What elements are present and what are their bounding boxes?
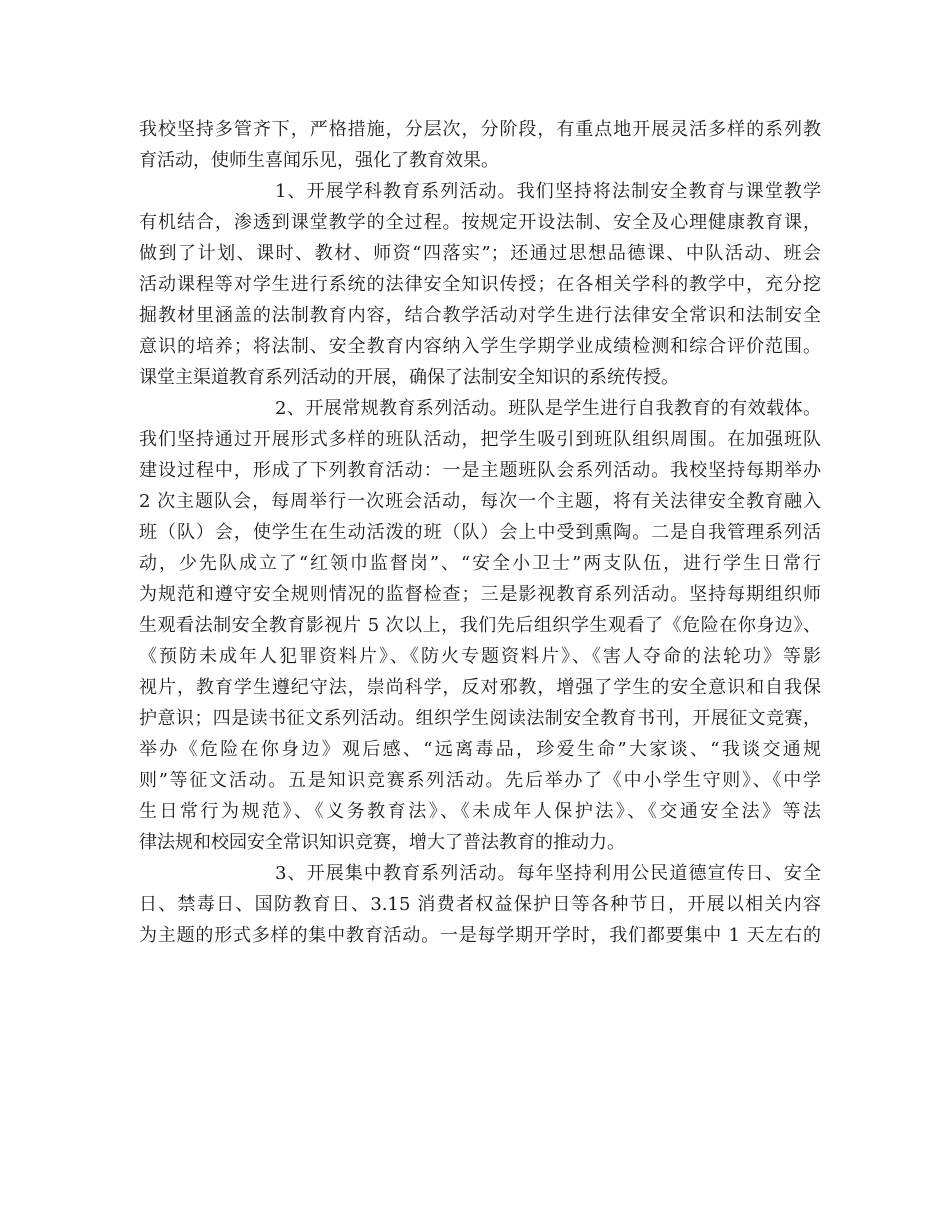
text-line: 日、禁毒日、国防教育日、3.15 消费者权益保护日等各种节日，开展以相关内容 [139, 894, 821, 915]
text-line: 做到了计划、课时、教材、师资“四落实”；还通过思想品德课、中队活动、班会 [139, 243, 821, 264]
text-line: 则”等征文活动。五是知识竞赛系列活动。先后举办了《中小学生守则》、《中学 [139, 770, 821, 791]
text-line: 3、开展集中教育系列活动。每年坚持利用公民道德宣传日、安全 [275, 863, 821, 884]
text-line: 2 次主题队会，每周举行一次班会活动，每次一个主题，将有关法律安全教育融入 [139, 491, 821, 512]
text-line: 1、开展学科教育系列活动。我们坚持将法制安全教育与课堂教学 [275, 181, 821, 202]
text-line: 课堂主渠道教育系列活动的开展，确保了法制安全知识的系统传授。 [139, 367, 679, 388]
text-line: 护意识；四是读书征文系列活动。组织学生阅读法制安全教育书刊，开展征文竞赛， [139, 708, 821, 729]
text-line: 视片，教育学生遵纪守法，崇尚科学，反对邪教，增强了学生的安全意识和自我保 [139, 677, 821, 698]
text-line: 《预防未成年人犯罪资料片》、《防火专题资料片》、《害人夺命的法轮功》等影 [139, 646, 821, 667]
text-line: 我校坚持多管齐下，严格措施，分层次，分阶段，有重点地开展灵活多样的系列教 [139, 119, 821, 140]
text-line: 掘教材里涵盖的法制教育内容，结合教学活动对学生进行法律安全常识和法制安全 [139, 305, 821, 326]
text-line: 建设过程中，形成了下列教育活动：一是主题班队会系列活动。我校坚持每期举办 [139, 460, 821, 481]
text-line: 有机结合，渗透到课堂教学的全过程。按规定开设法制、安全及心理健康教育课， [139, 212, 821, 233]
text-line: 2、开展常规教育系列活动。班队是学生进行自我教育的有效载体。 [275, 398, 821, 419]
text-line: 举办《危险在你身边》观后感、“远离毒品，珍爱生命”大家谈、“我谈交通规 [139, 739, 821, 760]
text-line: 班（队）会，使学生在生动活泼的班（队）会上中受到熏陶。二是自我管理系列活 [139, 522, 821, 543]
text-line: 为主题的形式多样的集中教育活动。一是每学期开学时，我们都要集中 1 天左右的 [139, 925, 821, 946]
text-line: 育活动，使师生喜闻乐见，强化了教育效果。 [139, 150, 499, 171]
text-line: 律法规和校园安全常识知识竞赛，增大了普法教育的推动力。 [139, 832, 625, 853]
text-line: 意识的培养；将法制、安全教育内容纳入学生学期学业成绩检测和综合评价范围。 [139, 336, 821, 357]
text-line: 活动课程等对学生进行系统的法律安全知识传授；在各相关学科的教学中，充分挖 [139, 274, 821, 295]
text-line: 为规范和遵守安全规则情况的监督检查；三是影视教育系列活动。坚持每期组织师 [139, 584, 821, 605]
body-text [139, 114, 821, 951]
text-line: 生观看法制安全教育影视片 5 次以上，我们先后组织学生观看了《危险在你身边》、 [139, 615, 821, 636]
text-line: 动，少先队成立了“红领巾监督岗”、“安全小卫士”两支队伍，进行学生日常行 [139, 553, 821, 574]
text-line: 生日常行为规范》、《义务教育法》、《未成年人保护法》、《交通安全法》等法 [139, 801, 821, 822]
text-line: 我们坚持通过开展形式多样的班队活动，把学生吸引到班队组织周围。在加强班队 [139, 429, 821, 450]
